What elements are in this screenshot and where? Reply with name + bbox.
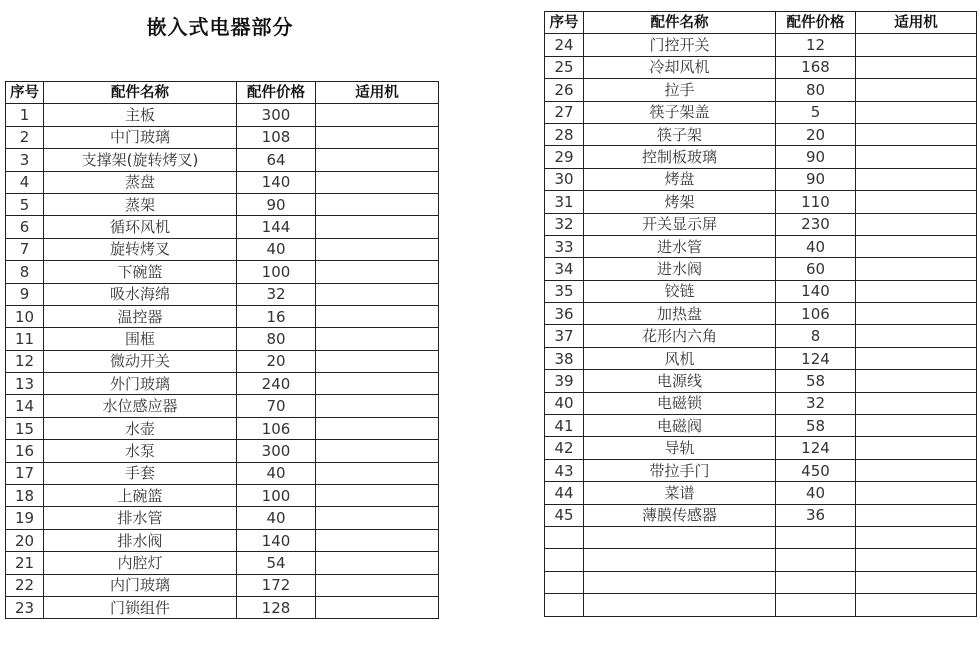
cell-part-price: 70 — [237, 395, 316, 417]
table-row — [545, 415, 977, 437]
cell-index: 7 — [6, 238, 44, 260]
cell-part-name — [584, 594, 776, 616]
cell-part-price: 40 — [237, 462, 316, 484]
cell-part-name: 花形内六角 — [584, 325, 776, 347]
cell-index: 39 — [545, 370, 584, 392]
table-row — [545, 168, 977, 190]
table-row — [545, 123, 977, 145]
cell-part-price — [776, 549, 856, 571]
cell-applicable-model — [856, 526, 977, 548]
cell-index: 25 — [545, 56, 584, 78]
cell-index: 32 — [545, 213, 584, 235]
cell-applicable-model — [316, 507, 439, 529]
cell-part-price: 32 — [237, 283, 316, 305]
table-row — [545, 146, 977, 168]
table-row — [545, 459, 977, 481]
cell-part-price: 124 — [776, 347, 856, 369]
cell-index: 31 — [545, 191, 584, 213]
table-row — [6, 574, 439, 596]
cell-index: 45 — [545, 504, 584, 526]
cell-index: 44 — [545, 482, 584, 504]
cell-index: 8 — [6, 261, 44, 283]
cell-part-name: 蒸架 — [44, 193, 237, 215]
cell-index — [545, 571, 584, 593]
cell-applicable-model — [316, 596, 439, 618]
cell-index: 27 — [545, 101, 584, 123]
table-row — [6, 417, 439, 439]
cell-part-name: 烤盘 — [584, 168, 776, 190]
cell-index: 12 — [6, 350, 44, 372]
cell-part-price: 32 — [776, 392, 856, 414]
header-part-name: 配件名称 — [584, 12, 776, 34]
cell-applicable-model — [856, 325, 977, 347]
cell-part-price: 168 — [776, 56, 856, 78]
cell-index: 19 — [6, 507, 44, 529]
cell-applicable-model — [316, 574, 439, 596]
cell-part-price: 8 — [776, 325, 856, 347]
cell-index: 33 — [545, 235, 584, 257]
table-row — [6, 350, 439, 372]
cell-applicable-model — [316, 126, 439, 148]
cell-index: 35 — [545, 280, 584, 302]
cell-applicable-model — [316, 485, 439, 507]
cell-part-name: 温控器 — [44, 305, 237, 327]
table-row — [6, 261, 439, 283]
table-row — [6, 283, 439, 305]
cell-part-price: 300 — [237, 440, 316, 462]
cell-part-price: 110 — [776, 191, 856, 213]
cell-index: 26 — [545, 79, 584, 101]
cell-part-name: 围框 — [44, 328, 237, 350]
cell-applicable-model — [856, 123, 977, 145]
cell-applicable-model — [856, 347, 977, 369]
cell-index: 6 — [6, 216, 44, 238]
table-row — [545, 79, 977, 101]
cell-part-name: 水壶 — [44, 417, 237, 439]
parts-table-right — [544, 11, 977, 617]
cell-part-price: 58 — [776, 370, 856, 392]
cell-index — [545, 594, 584, 616]
table-row — [6, 373, 439, 395]
cell-applicable-model — [856, 79, 977, 101]
cell-index: 18 — [6, 485, 44, 507]
cell-part-name: 筷子架 — [584, 123, 776, 145]
cell-index: 15 — [6, 417, 44, 439]
cell-index: 20 — [6, 529, 44, 551]
cell-part-price: 106 — [776, 303, 856, 325]
cell-part-name: 排水阀 — [44, 529, 237, 551]
cell-applicable-model — [856, 459, 977, 481]
table-header-row — [545, 12, 977, 34]
cell-index: 21 — [6, 552, 44, 574]
cell-part-price: 128 — [237, 596, 316, 618]
table-row — [545, 392, 977, 414]
cell-applicable-model — [316, 283, 439, 305]
cell-applicable-model — [856, 34, 977, 56]
cell-index — [545, 526, 584, 548]
cell-applicable-model — [856, 258, 977, 280]
table-row — [545, 347, 977, 369]
cell-applicable-model — [316, 395, 439, 417]
cell-index: 29 — [545, 146, 584, 168]
cell-index: 42 — [545, 437, 584, 459]
cell-applicable-model — [856, 191, 977, 213]
cell-part-name: 薄膜传感器 — [584, 504, 776, 526]
cell-applicable-model — [316, 529, 439, 551]
cell-part-price: 106 — [237, 417, 316, 439]
table-row — [6, 216, 439, 238]
cell-part-price: 172 — [237, 574, 316, 596]
cell-applicable-model — [316, 350, 439, 372]
cell-part-price: 124 — [776, 437, 856, 459]
cell-part-price: 80 — [776, 79, 856, 101]
cell-index: 41 — [545, 415, 584, 437]
table-row — [545, 504, 977, 526]
cell-part-name: 加热盘 — [584, 303, 776, 325]
table-row — [6, 440, 439, 462]
cell-part-name: 循环风机 — [44, 216, 237, 238]
table-row — [545, 258, 977, 280]
cell-index: 1 — [6, 104, 44, 126]
header-part-price: 配件价格 — [237, 82, 316, 104]
cell-part-name: 水泵 — [44, 440, 237, 462]
table-row — [545, 571, 977, 593]
cell-applicable-model — [316, 328, 439, 350]
cell-part-price: 58 — [776, 415, 856, 437]
cell-applicable-model — [856, 146, 977, 168]
table-row — [545, 526, 977, 548]
cell-part-name: 下碗篮 — [44, 261, 237, 283]
cell-part-name: 手套 — [44, 462, 237, 484]
cell-part-name: 吸水海绵 — [44, 283, 237, 305]
cell-applicable-model — [316, 552, 439, 574]
cell-index: 28 — [545, 123, 584, 145]
table-row — [6, 485, 439, 507]
cell-part-name: 进水阀 — [584, 258, 776, 280]
cell-applicable-model — [316, 373, 439, 395]
table-row — [545, 191, 977, 213]
cell-part-price: 36 — [776, 504, 856, 526]
table-row — [545, 303, 977, 325]
cell-part-name: 拉手 — [584, 79, 776, 101]
cell-part-name: 铰链 — [584, 280, 776, 302]
cell-part-price: 240 — [237, 373, 316, 395]
cell-index: 22 — [6, 574, 44, 596]
cell-applicable-model — [316, 305, 439, 327]
header-index: 序号 — [545, 12, 584, 34]
cell-applicable-model — [856, 280, 977, 302]
cell-applicable-model — [316, 440, 439, 462]
table-row — [545, 213, 977, 235]
cell-part-price: 40 — [776, 235, 856, 257]
cell-index: 11 — [6, 328, 44, 350]
cell-part-price: 230 — [776, 213, 856, 235]
table-row — [6, 507, 439, 529]
table-row — [6, 596, 439, 618]
cell-index: 40 — [545, 392, 584, 414]
cell-part-price: 20 — [237, 350, 316, 372]
cell-index: 23 — [6, 596, 44, 618]
cell-applicable-model — [856, 549, 977, 571]
header-part-price: 配件价格 — [776, 12, 856, 34]
cell-applicable-model — [856, 101, 977, 123]
table-row — [545, 482, 977, 504]
cell-part-price: 140 — [776, 280, 856, 302]
cell-part-name: 中门玻璃 — [44, 126, 237, 148]
cell-part-name: 电磁锁 — [584, 392, 776, 414]
cell-part-name: 支撑架(旋转烤叉) — [44, 149, 237, 171]
cell-part-name — [584, 571, 776, 593]
cell-part-price: 16 — [237, 305, 316, 327]
cell-index: 9 — [6, 283, 44, 305]
cell-part-name: 电磁阀 — [584, 415, 776, 437]
table-row — [6, 171, 439, 193]
cell-part-name: 门控开关 — [584, 34, 776, 56]
cell-applicable-model — [856, 392, 977, 414]
table-row — [6, 238, 439, 260]
cell-index: 38 — [545, 347, 584, 369]
table-row — [545, 437, 977, 459]
cell-part-name: 冷却风机 — [584, 56, 776, 78]
cell-part-name: 蒸盘 — [44, 171, 237, 193]
cell-part-name — [584, 526, 776, 548]
cell-applicable-model — [316, 462, 439, 484]
cell-part-name: 内腔灯 — [44, 552, 237, 574]
table-row — [6, 104, 439, 126]
cell-part-price: 40 — [776, 482, 856, 504]
cell-part-name: 内门玻璃 — [44, 574, 237, 596]
cell-applicable-model — [856, 235, 977, 257]
cell-part-price — [776, 526, 856, 548]
cell-part-price: 108 — [237, 126, 316, 148]
cell-part-price: 90 — [776, 168, 856, 190]
cell-applicable-model — [316, 149, 439, 171]
table-row — [6, 149, 439, 171]
table-row — [6, 395, 439, 417]
cell-part-name: 水位感应器 — [44, 395, 237, 417]
cell-applicable-model — [856, 213, 977, 235]
cell-part-name: 带拉手门 — [584, 459, 776, 481]
cell-part-price: 100 — [237, 485, 316, 507]
header-applicable-model: 适用机 — [316, 82, 439, 104]
table-row — [6, 328, 439, 350]
cell-part-name: 烤架 — [584, 191, 776, 213]
cell-applicable-model — [316, 193, 439, 215]
cell-applicable-model — [856, 482, 977, 504]
cell-applicable-model — [316, 238, 439, 260]
cell-part-price: 12 — [776, 34, 856, 56]
cell-index: 17 — [6, 462, 44, 484]
cell-part-name: 外门玻璃 — [44, 373, 237, 395]
table-row — [6, 193, 439, 215]
cell-part-name: 排水管 — [44, 507, 237, 529]
cell-part-name: 控制板玻璃 — [584, 146, 776, 168]
cell-part-price: 140 — [237, 171, 316, 193]
cell-applicable-model — [856, 571, 977, 593]
table-row — [545, 370, 977, 392]
table-row — [6, 126, 439, 148]
table-row — [545, 594, 977, 616]
cell-part-price: 80 — [237, 328, 316, 350]
cell-part-name: 上碗篮 — [44, 485, 237, 507]
cell-part-name: 开关显示屏 — [584, 213, 776, 235]
cell-part-price: 20 — [776, 123, 856, 145]
cell-applicable-model — [316, 216, 439, 238]
page-title: 嵌入式电器部分 — [146, 15, 294, 39]
cell-index — [545, 549, 584, 571]
cell-index: 2 — [6, 126, 44, 148]
cell-part-name: 导轨 — [584, 437, 776, 459]
cell-applicable-model — [316, 261, 439, 283]
table-row — [545, 235, 977, 257]
cell-part-price: 300 — [237, 104, 316, 126]
table-row — [6, 529, 439, 551]
cell-part-name: 微动开关 — [44, 350, 237, 372]
cell-index: 16 — [6, 440, 44, 462]
cell-part-name: 风机 — [584, 347, 776, 369]
cell-part-price: 450 — [776, 459, 856, 481]
cell-applicable-model — [856, 415, 977, 437]
cell-index: 5 — [6, 193, 44, 215]
cell-applicable-model — [856, 504, 977, 526]
table-row — [545, 549, 977, 571]
table-row — [6, 552, 439, 574]
cell-part-name: 旋转烤叉 — [44, 238, 237, 260]
cell-part-price: 100 — [237, 261, 316, 283]
cell-part-price: 5 — [776, 101, 856, 123]
cell-index: 4 — [6, 171, 44, 193]
cell-applicable-model — [856, 168, 977, 190]
cell-index: 36 — [545, 303, 584, 325]
header-index: 序号 — [6, 82, 44, 104]
cell-part-price — [776, 571, 856, 593]
cell-part-price: 60 — [776, 258, 856, 280]
cell-part-price: 40 — [237, 238, 316, 260]
cell-index: 10 — [6, 305, 44, 327]
cell-part-name: 筷子架盖 — [584, 101, 776, 123]
cell-applicable-model — [316, 417, 439, 439]
cell-index: 37 — [545, 325, 584, 347]
header-part-name: 配件名称 — [44, 82, 237, 104]
cell-applicable-model — [856, 303, 977, 325]
cell-part-name: 门锁组件 — [44, 596, 237, 618]
cell-index: 30 — [545, 168, 584, 190]
cell-part-price: 140 — [237, 529, 316, 551]
cell-index: 3 — [6, 149, 44, 171]
cell-part-price: 64 — [237, 149, 316, 171]
cell-part-name: 主板 — [44, 104, 237, 126]
cell-part-price: 40 — [237, 507, 316, 529]
cell-index: 13 — [6, 373, 44, 395]
cell-applicable-model — [856, 370, 977, 392]
cell-index: 34 — [545, 258, 584, 280]
table-row — [545, 101, 977, 123]
table-header-row — [6, 82, 439, 104]
cell-part-price: 90 — [237, 193, 316, 215]
header-applicable-model: 适用机 — [856, 12, 977, 34]
cell-applicable-model — [856, 594, 977, 616]
table-row — [545, 325, 977, 347]
table-row — [545, 280, 977, 302]
cell-applicable-model — [856, 56, 977, 78]
cell-part-name: 菜谱 — [584, 482, 776, 504]
cell-part-price: 144 — [237, 216, 316, 238]
table-row — [545, 56, 977, 78]
cell-part-name — [584, 549, 776, 571]
cell-part-name: 进水管 — [584, 235, 776, 257]
table-row — [6, 462, 439, 484]
cell-applicable-model — [316, 171, 439, 193]
cell-part-price — [776, 594, 856, 616]
cell-index: 24 — [545, 34, 584, 56]
cell-applicable-model — [856, 437, 977, 459]
cell-index: 14 — [6, 395, 44, 417]
cell-index: 43 — [545, 459, 584, 481]
cell-part-price: 90 — [776, 146, 856, 168]
cell-part-name: 电源线 — [584, 370, 776, 392]
table-row — [6, 305, 439, 327]
table-row — [545, 34, 977, 56]
parts-table-left — [5, 81, 439, 619]
cell-applicable-model — [316, 104, 439, 126]
cell-part-price: 54 — [237, 552, 316, 574]
